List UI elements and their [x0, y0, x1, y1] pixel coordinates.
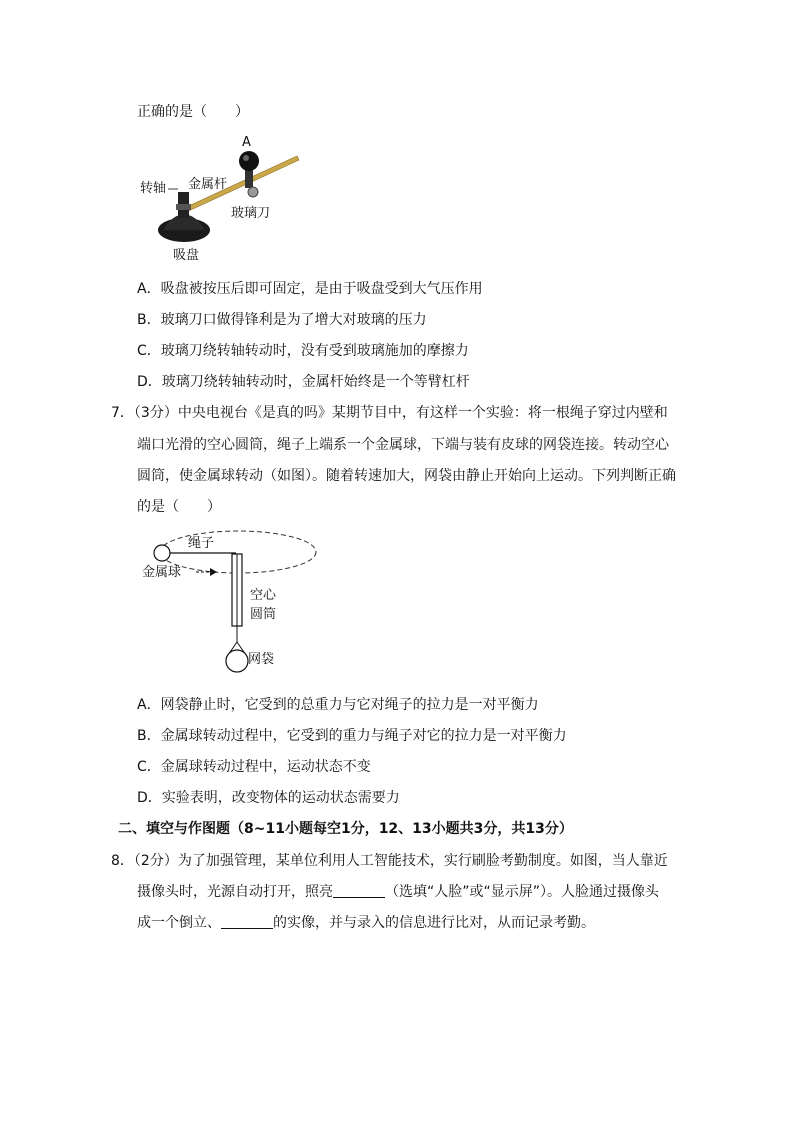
q8-line-2-start: 摄像头时，光源自动打开，照亮: [137, 884, 333, 900]
q7-option-a: A．网袋静止时，它受到的总重力与它对绳子的拉力是一对平衡力: [137, 697, 539, 713]
answer-blank-1[interactable]: [333, 883, 385, 898]
q8-line-2: [137, 882, 659, 902]
label-a: A: [242, 135, 251, 150]
q8-line-3: [137, 913, 595, 933]
tube-experiment-figure: [138, 528, 328, 678]
tube-experiment-diagram: [138, 528, 328, 678]
q7-option-c: C．金属球转动过程中，运动状态不变: [137, 759, 371, 775]
label-rope: 绳子: [188, 536, 215, 551]
q6-option-b: B．玻璃刀口做得锋利是为了增大对玻璃的压力: [137, 312, 427, 328]
q7-line-3: 圆筒，使金属球转动（如图）。随着转速加大，网袋由静止开始向上运动。下列判断正确: [137, 468, 676, 484]
label-tube-2: 圆筒: [250, 607, 277, 622]
q6-tail: 正确的是（ ）: [137, 104, 249, 120]
q8-line-2-end: （选填“人脸”或“显示屏”）。人脸通过摄像头: [385, 884, 660, 900]
section-2-title: 二、填空与作图题（8~11小题每空1分，12、13小题共3分，共13分）: [118, 821, 573, 837]
label-knife: 玻璃刀: [231, 206, 271, 221]
q8-line-1: 8．（2分）为了加强管理，某单位利用人工智能技术，实行刷脸考勤制度。如图，当人靠近: [111, 853, 668, 869]
label-bag: 网袋: [248, 652, 275, 667]
q6-option-c: C．玻璃刀绕转轴转动时，没有受到玻璃施加的摩擦力: [137, 343, 469, 359]
q7-line-2: 端口光滑的空心圆筒，绳子上端系一个金属球，下端与装有皮球的网袋连接。转动空心: [137, 437, 669, 453]
q6-option-a: A．吸盘被按压后即可固定，是由于吸盘受到大气压作用: [137, 281, 483, 297]
glass-cutter-diagram: [140, 134, 310, 269]
q7-option-b: B．金属球转动过程中，它受到的重力与绳子对它的拉力是一对平衡力: [137, 728, 567, 744]
label-tube-1: 空心: [250, 588, 277, 603]
q7-line-4: 的是（ ）: [137, 499, 221, 515]
answer-blank-2[interactable]: [221, 914, 273, 929]
label-ball: 金属球: [142, 565, 182, 580]
label-rod: 金属杆: [188, 177, 228, 192]
q7-option-d: D．实验表明，改变物体的运动状态需要力: [137, 790, 400, 806]
label-axis: 转轴: [140, 181, 167, 196]
label-sucker: 吸盘: [173, 248, 200, 263]
q8-line-3-start: 成一个倒立、: [137, 915, 221, 931]
q8-line-3-end: 的实像，并与录入的信息进行比对，从而记录考勤。: [273, 915, 595, 931]
q6-option-d: D．玻璃刀绕转轴转动时，金属杆始终是一个等臂杠杆: [137, 374, 470, 390]
q7-line-1: 7．（3分）中央电视台《是真的吗》某期节目中，有这样一个实验：将一根绳子穿过内壁和: [111, 405, 668, 421]
glass-cutter-figure: [140, 134, 310, 269]
